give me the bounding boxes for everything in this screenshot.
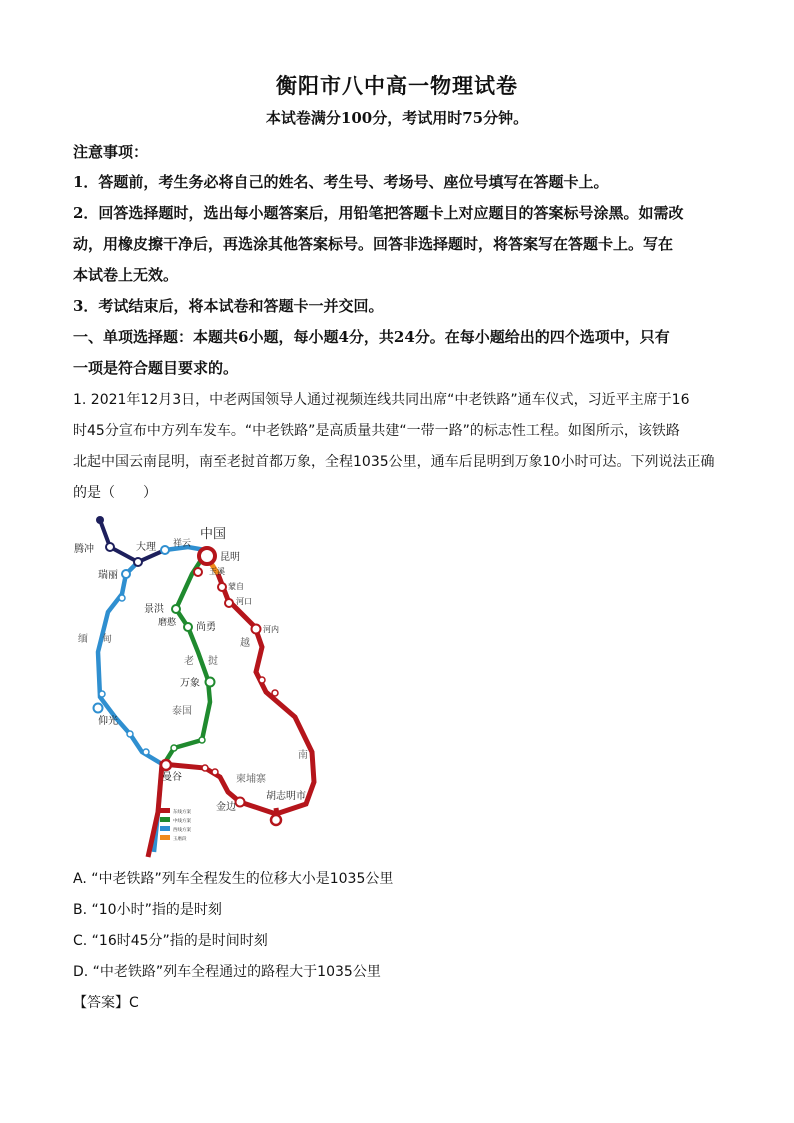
station-hekou — [225, 599, 233, 607]
notice-heading: 注意事项： — [73, 143, 149, 161]
station-hanoi — [252, 625, 261, 634]
railway-map — [70, 512, 330, 862]
label-tengchong: 腾冲 — [74, 544, 94, 555]
label-myan2: 甸 — [102, 634, 112, 645]
station-yangon — [94, 704, 103, 713]
answer-value: C — [129, 995, 139, 1011]
label-hanoi: 河内 — [263, 625, 279, 634]
option-b: B. “10小时”指的是时刻 — [73, 902, 222, 918]
notice-item-3: 3．考试结束后，将本试卷和答题卡一并交回。 — [73, 297, 384, 315]
question-line-2: 时45分宣布中方列车发车。“中老铁路”是高质量共建“一带一路”的标志性工程。如图所示，该铁路 — [73, 423, 680, 439]
station-east-3 — [259, 677, 265, 683]
legend-swatch-east — [160, 808, 170, 813]
label-cambodia: 柬埔寨 — [236, 774, 266, 785]
legend-east: 东线方案 — [173, 810, 191, 815]
label-mengzi: 蒙自 — [228, 582, 244, 591]
station-bangkok — [161, 760, 171, 770]
question-line-1: 1. 2021年12月3日，中老两国领导人通过视频连线共同出席“中老铁路”通车仪式，习近平主席于16 — [73, 392, 690, 408]
label-thailand: 泰国 — [172, 706, 192, 717]
answer-tag: 【答案】 — [73, 995, 129, 1011]
notice-item-2: 2．回答选择题时，选出每小题答案后，用铅笔把答题卡上对应题目的答案标号涂黑。如需改 — [73, 204, 684, 222]
route-northwest — [100, 520, 165, 562]
legend-west: 西线方案 — [173, 828, 191, 833]
option-c: C. “16时45分”指的是时间时刻 — [73, 933, 268, 949]
question-line-3: 北起中国云南昆明，南至老挝首都万象，全程1035公里，通车后昆明到万象10小时可达。下列说法正确 — [73, 454, 715, 470]
label-kunming: 昆明 — [220, 552, 240, 563]
station-middle-1 — [199, 737, 205, 743]
label-hekou: 河口 — [236, 597, 252, 606]
legend-swatch-middle — [160, 817, 170, 822]
station-shangyong — [184, 623, 192, 631]
label-dali: 大理 — [136, 542, 156, 553]
station-hcm — [271, 815, 281, 825]
station-mengzi — [218, 583, 226, 591]
label-hcm: 胡志明市 — [266, 791, 306, 802]
station-dali — [106, 543, 114, 551]
label-mohan: 磨憨 — [158, 618, 177, 628]
label-shangyong: 尚勇 — [196, 622, 216, 633]
option-a: A. “中老铁路”列车全程发生的位移大小是1035公里 — [73, 871, 394, 887]
station-west-3 — [127, 731, 133, 737]
notice-item-2-end: 本试卷上无效。 — [73, 266, 179, 284]
station-tengchong — [96, 516, 104, 524]
station-phnompenh — [236, 798, 245, 807]
page-title: 衡阳市八中高一物理试卷 — [276, 74, 518, 98]
label-phnompenh: 金边 — [216, 802, 236, 813]
question-line-4: 的是（ ） — [73, 485, 157, 501]
station-east-1 — [202, 765, 208, 771]
notice-item-2-cont: 动，用橡皮擦干净后，再选涂其他答案标号。回答非选择题时，将答案写在答题卡上。写在 — [73, 235, 674, 253]
option-d: D. “中老铁路”列车全程通过的路程大于1035公里 — [73, 964, 381, 980]
label-vientiane: 万象 — [180, 678, 200, 689]
legend-swatch-west — [160, 826, 170, 831]
station-jinghong — [172, 605, 180, 613]
station-vientiane — [206, 678, 215, 687]
station-west-1 — [119, 595, 125, 601]
station-ruili-junction — [134, 558, 142, 566]
page-subtitle: 本试卷满分100分，考试用时75分钟。 — [265, 109, 529, 127]
station-middle-2 — [171, 745, 177, 751]
label-viet1: 越 — [240, 638, 250, 649]
notice-item-1: 1．答题前，考生务必将自己的姓名、考生号、考场号、座位号填写在答题卡上。 — [73, 173, 609, 191]
answer — [73, 992, 139, 1012]
label-jinghong: 景洪 — [144, 604, 164, 615]
map-legend — [160, 808, 191, 842]
label-china: 中国 — [200, 527, 227, 542]
label-viet2: 南 — [298, 750, 308, 761]
station-kunming — [199, 548, 215, 564]
label-lao2: 挝 — [208, 656, 218, 667]
station-ruili — [122, 570, 130, 578]
station-west-4 — [143, 749, 149, 755]
label-lao1: 老 — [184, 656, 194, 667]
legend-yumo: 玉磨段 — [173, 837, 187, 842]
station-east-4 — [272, 690, 278, 696]
station-west-2 — [99, 691, 105, 697]
label-yangon: 仰光 — [98, 716, 118, 727]
section-heading: 一、单项选择题：本题共6小题，每小题4分，共24分。在每小题给出的四个选项中，只有 — [73, 328, 670, 346]
section-heading-cont: 一项是符合题目要求的。 — [73, 359, 239, 377]
label-ruili: 瑞丽 — [98, 570, 118, 581]
station-xiangyun — [161, 546, 169, 554]
legend-swatch-yumo — [160, 835, 170, 840]
station-east-2 — [212, 769, 218, 775]
station-yuxi — [194, 568, 202, 576]
legend-middle: 中线方案 — [173, 819, 191, 824]
label-xiangyun: 祥云 — [173, 539, 192, 549]
label-yuxi: 玉溪 — [209, 567, 225, 576]
label-myan1: 缅 — [78, 634, 88, 645]
label-bangkok: 曼谷 — [162, 772, 182, 783]
